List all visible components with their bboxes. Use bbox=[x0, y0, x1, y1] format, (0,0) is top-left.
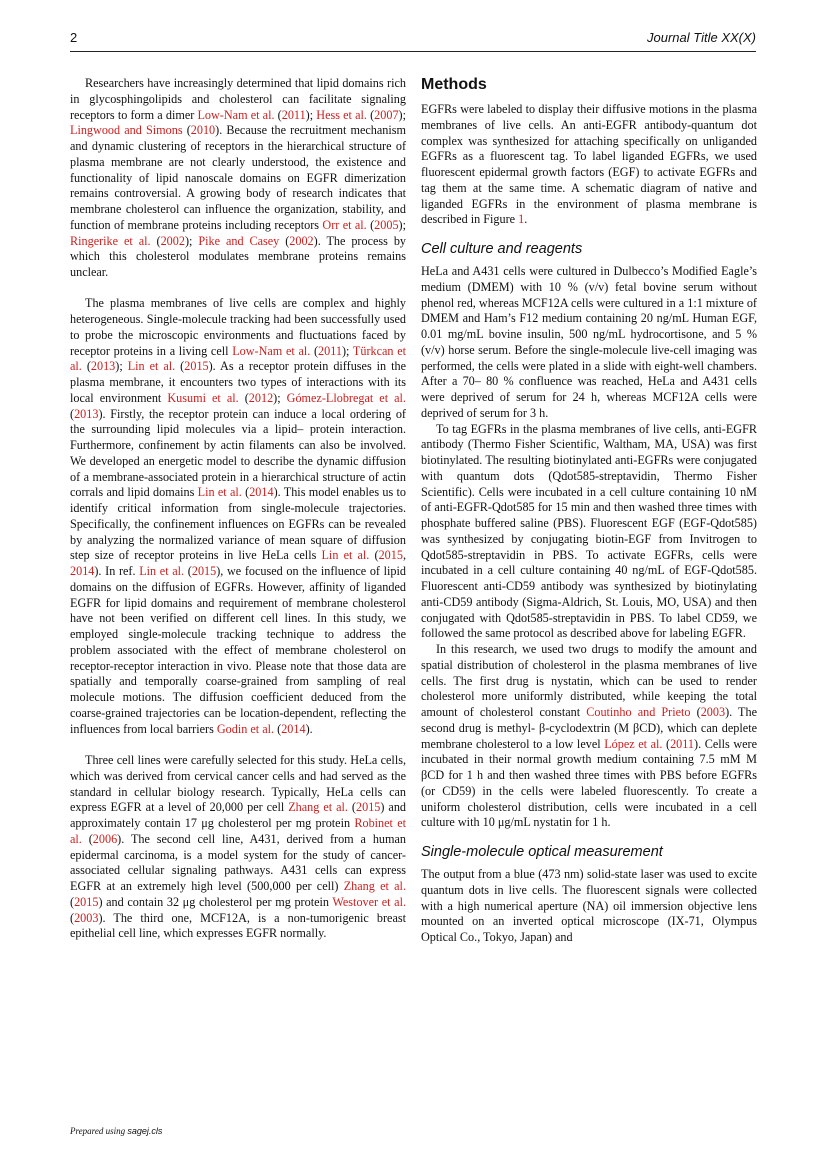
citation-link[interactable]: Godin et al. bbox=[216, 721, 275, 736]
citation-link[interactable]: Westover et al. bbox=[332, 894, 406, 909]
citation-link[interactable]: 2015 bbox=[356, 800, 381, 815]
citation-link[interactable]: Lingwood and Simons bbox=[70, 123, 183, 138]
citation-link[interactable]: Gómez-Llobregat et al. bbox=[286, 390, 406, 405]
citation-link[interactable]: 2013 bbox=[90, 359, 116, 374]
methods-intro-paragraph: EGFRs were labeled to display their diffusive motions in the plasma membranes of live cells. An anti-EGFR antibody-quantum dot complex was synthesized for attaching specifically on unliganded EGFRs as a fluorescent tag. To label liganded EGFRs, we used fluorescent epidermal growth factors (EGF) to activate EGFRs and tag them at the same time. A schematic diagram of native and liganded EGFRs in the environment of plasma membrane is described in Figure 1. bbox=[421, 102, 757, 227]
citation-link[interactable]: Robinet et al. bbox=[70, 816, 406, 846]
citation-link[interactable]: 2015 bbox=[378, 548, 403, 563]
citation-link[interactable]: 2012 bbox=[248, 390, 274, 405]
citation-link[interactable]: 2014 bbox=[70, 564, 95, 579]
left-column bbox=[70, 76, 406, 958]
cell-culture-paragraph-3: In this research, we used two drugs to modify the amount and spatial distribution of cholesterol in the plasma membranes of live cells. The first drug is nystatin, which can be used to render cholesterol more uniformly distributed, while keeping the total amount of cholesterol constant Coutinho and Prieto (2003). The second drug is methyl- β-cyclodextrin (M βCD), which can deplete membrane cholesterol to a low level López et al. (2011). Cells were incubated in their normal growth medium containing 7.5 mM M βCD for 1 h and then washed three times with PBS before EGFRs (or CD59) in the cells were labeled fluorescently. To create a uniform cholesterol distribution, cells were incubated in a cell culture with 10 μg/mL nystatin for 1 h. bbox=[421, 642, 757, 830]
optical-measurement-paragraph: The output from a blue (473 nm) solid-state laser was used to excite quantum dots in live cells. The fluorescent signals were collected with a high numerical aperture (NA) oil immersion objective lens mounted on an inverted optical microscope (IX-71, Olympus Optical Co., Tokyo, Japan) and bbox=[421, 867, 757, 944]
citation-link[interactable]: Lin et al. bbox=[197, 485, 242, 500]
citation-link[interactable]: 2006 bbox=[92, 831, 118, 846]
citation-link[interactable]: 2014 bbox=[281, 721, 306, 736]
citation-link[interactable]: 2011 bbox=[670, 736, 695, 751]
citation-link[interactable]: 2010 bbox=[190, 123, 216, 138]
citation-link[interactable]: Lin et al. bbox=[127, 359, 176, 374]
citation-link[interactable]: 2003 bbox=[700, 705, 726, 719]
citation-link[interactable]: Coutinho and Prieto bbox=[586, 705, 691, 719]
citation-link[interactable]: 2005 bbox=[374, 217, 399, 232]
citation-link[interactable]: Hess et al. bbox=[316, 107, 367, 122]
citation-link[interactable]: 2011 bbox=[281, 107, 306, 122]
citation-link[interactable]: Türkcan et al. bbox=[70, 343, 406, 374]
citation-link[interactable]: 2002 bbox=[289, 233, 314, 248]
citation-link[interactable]: 2013 bbox=[74, 406, 99, 421]
paragraph-lipid-domains: Researchers have increasingly determined that lipid domains rich in glycosphingolipids and cholesterol can facilitate signaling receptors to form a dimer Low-Nam et al. (2011); Hess et al. (2007); Lingwood and Simons (2010). Because the recruitment mechanism and dynamic clustering of receptors in the hierarchical structure of plasma membrane are not clearly understood, the existence and functionality of lipid nanoscale domains on EGFR dimerization remains controversial. A growing body of research indicates that membrane cholesterol can influence the organization, stability, and function of membrane proteins including receptors Orr et al. (2005); Ringerike et al. (2002); Pike and Casey (2002). The process by which this cholesterol modulates membrane proteins remains unclear. bbox=[70, 76, 407, 279]
citation-link[interactable]: 2002 bbox=[160, 233, 185, 248]
right-column bbox=[421, 76, 757, 946]
citation-link[interactable]: Zhang et al. bbox=[343, 879, 406, 894]
footer-prepared-text: Prepared using bbox=[70, 1126, 128, 1136]
citation-link[interactable]: Lin et al. bbox=[321, 548, 370, 563]
citation-link[interactable]: 2007 bbox=[374, 107, 399, 122]
footer-class-name: sagej.cls bbox=[127, 1126, 163, 1136]
citation-link[interactable]: 2015 bbox=[74, 894, 99, 909]
citation-link[interactable]: López et al. bbox=[604, 736, 663, 751]
citation-link[interactable]: Kusumi et al. bbox=[167, 390, 239, 405]
citation-link[interactable]: Zhang et al. bbox=[288, 800, 348, 815]
page-header bbox=[70, 30, 756, 50]
citation-link[interactable]: 2003 bbox=[74, 910, 99, 925]
citation-link[interactable]: Pike and Casey bbox=[198, 233, 280, 248]
citation-link[interactable]: 2014 bbox=[249, 485, 274, 500]
methods-heading: Methods bbox=[421, 76, 487, 93]
citation-link[interactable]: Low-Nam et al. bbox=[197, 107, 275, 122]
paragraph-cell-lines: Three cell lines were carefully selected for this study. HeLa cells, which was derived from cervical cancer cells and had served as the standard in cellular biology research. Typically, HeLa cells can express EGFR at a level of 20,000 per cell Zhang et al. (2015) and approximately contain 17 μg cholesterol per mg protein Robinet et al. (2006). The second cell line, A431, derived from a human epidermal carcinoma, is a model system for the study of cancer-associated cellular signaling pathways. A431 cells can express EGFR at an extremely high level (500,000 per cell) Zhang et al. (2015) and contain 32 μg cholesterol per mg protein Westover et al. (2003). The third one, MCF12A, is a non-tumorigenic breast epithelial cell line, which expresses EGFR normally. bbox=[70, 753, 407, 941]
paragraph-plasma-membranes: The plasma membranes of live cells are complex and highly heterogeneous. Single-molecule tracking had been successfully used to probe the microscopic environments and fluctuations faced by receptor proteins in a living cell Low-Nam et al. (2011); Türkcan et al. (2013); Lin et al. (2015). As a receptor protein diffuses in the plasma membrane, it encounters two types of interactions with its local environment Kusumi et al. (2012); Gómez-Llobregat et al. (2013). Firstly, the receptor protein can induce a local ordering of the surrounding lipid molecules via a lipid– protein interaction. Furthermore, confinement by actin filaments can also be involved. We developed an energetic model to describe the dynamic diffusion of a membrane-associated protein in a hierarchical structure of actin corrals and lipid domains Lin et al. (2014). This model enables us to identify critical information from single-molecule trajectories. Specifically, the confinement influences on EGFRs can be revealed by analyzing the normalized variance of mean square of diffusion step size of receptor proteins in live HeLa cells Lin et al. (2015, 2014). In ref. Lin et al. (2015), we focused on the influence of lipid domains on the diffusion of EGFRs. However, affinity of liganded EGFR for lipid domains and requirement of membrane cholesterol have not been verified on different cell lines. In this study, we employed single-molecule tracking technique to address the problem associated with the effect of membrane cholesterol on receptor-receptor interaction in vivo. Please note that those data are spatially and temporally coarse-grained from sampling of real molecule motions. The diffusion coefficient deduced from the coarse-grained trajectories can be location-dependent, reflecting the influences from local barriers Godin et al. (2014). bbox=[70, 296, 407, 736]
cell-culture-paragraph-1: HeLa and A431 cells were cultured in Dulbecco’s Modified Eagle’s medium (DMEM) with 10 % (v/v) fetal bovine serum without phenol red, whereas MCF12A cells were cultured in a 1:1 mixture of DMEM and Ham’s F12 medium containing 20 ng/mL Human EGF, 0.01 mg/mL bovine insulin, 500 ng/mL hydrocortisone, and 5 %(v/v) horse serum. Before the single-molecule live-cell imaging was performed, the cells were plated in a slide with eight-well chambers. After a 70– 80 % confluence was reached, HeLa and A431 cells were deprived of serum for 24 h, whereas MCF12A cells were deprived of serum for 3 h. bbox=[421, 264, 757, 420]
citation-link[interactable]: Low-Nam et al. bbox=[232, 343, 311, 358]
citation-link[interactable]: 2015 bbox=[184, 359, 209, 374]
cell-culture-heading: Cell culture and reagents bbox=[421, 241, 583, 257]
page-footer bbox=[70, 1126, 162, 1136]
optical-measurement-heading: Single-molecule optical measurement bbox=[421, 844, 663, 860]
header-rule bbox=[70, 51, 756, 52]
journal-title: Journal Title XX(X) bbox=[647, 30, 756, 45]
citation-link[interactable]: 1 bbox=[518, 212, 525, 227]
citation-link[interactable]: Ringerike et al. bbox=[70, 233, 151, 248]
citation-link[interactable]: 2015 bbox=[191, 564, 217, 579]
citation-link[interactable]: Orr et al. bbox=[322, 217, 367, 232]
citation-link[interactable]: Lin et al. bbox=[139, 564, 185, 579]
cell-culture-paragraph-2: To tag EGFRs in the plasma membranes of live cells, anti-EGFR antibody (Thermo Fisher Scientific, Waltham, MA, USA) was first biotinylated. The resulting biotinylated anti-EGFRs were conjugated with quantum dots (Qdot585-streptavidin, Thermo Fisher Scientific). Cells were incubated in a cell culture containing 10 nM of anti-EGFR-Qdot585 for 15 min and then washed three times with phosphate buffered saline (PBS). Fluorescent EGF (EGF-Qdot585) was synthesized by conjugating biotin-EGF from Invitrogen to Qdot585-streptavidin in PBS. To activate EGFRs, cells were incubated in a cell culture containing 40 ng/mL of EGF-Qdot585. Fluorescent anti-CD59 antibody was synthesized by biotinylating anti-CD59 antibody (Sigma-Aldrich, St. Louis, MO, USA) and then conjugated with Qdot585-streptavidin in PBS. To label CD59, we followed the same protocol as described above for labeling EGFR. bbox=[421, 421, 757, 641]
citation-link[interactable]: 2011 bbox=[318, 343, 342, 358]
page-number: 2 bbox=[70, 30, 78, 45]
